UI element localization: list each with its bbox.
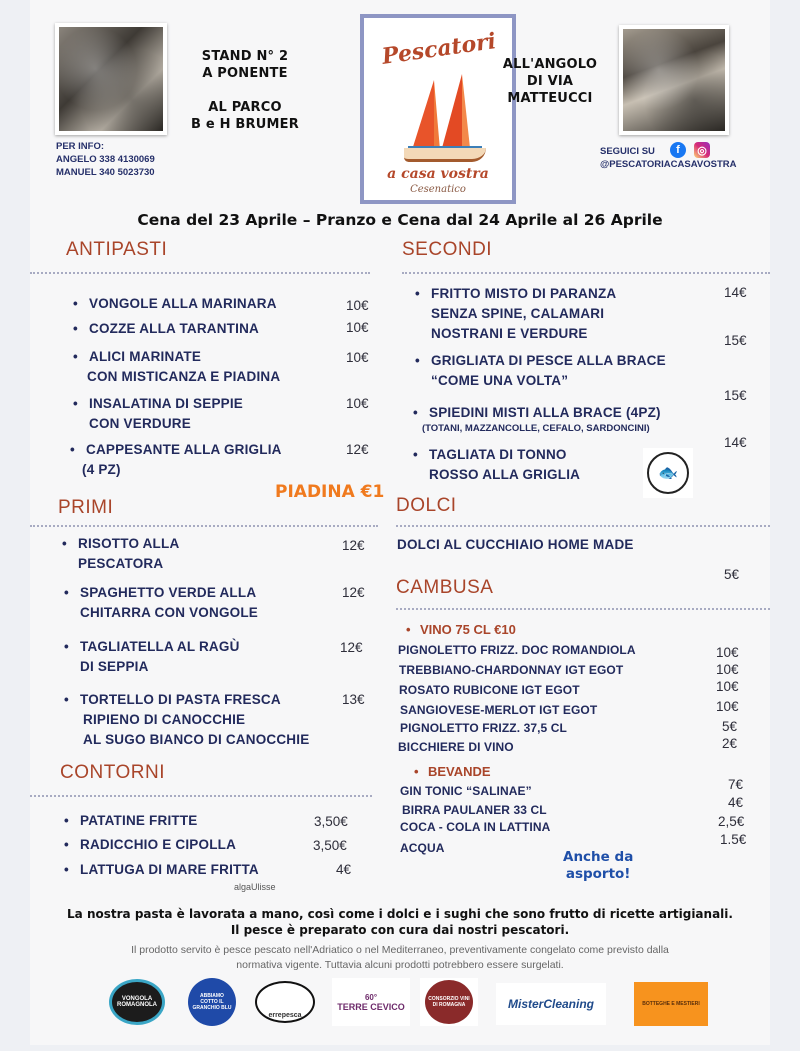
corner-line: MATTEUCCI [507,91,593,106]
item-price: 1.5€ [720,832,747,847]
bevande-heading: • BEVANDE [414,764,491,779]
item-note: (TOTANI, MAZZANCOLLE, CEFALO, SARDONCINI) [422,423,650,434]
sponsor-label: ABBIAMO COTTO IL GRANCHIO BLU [188,978,236,1026]
item-price: 14€ [724,435,747,450]
item-name-line2: CON VERDURE [89,416,191,431]
menu-item: • INSALATINA DI SEPPIE CON VERDURE [73,396,244,431]
section-title-secondi: SECONDI [402,239,493,260]
wine-item: PIGNOLETTO FRIZZ. DOC ROMANDIOLA [398,643,636,657]
sponsor-terre-cevico [332,978,410,1026]
bevande-heading-label: BEVANDE [428,764,491,779]
item-price: 10€ [716,645,739,660]
stand-line: STAND N° 2 [201,49,289,64]
item-price: 10€ [716,699,739,714]
menu-item [397,535,634,555]
vino-heading-label: VINO 75 CL €10 [420,622,516,637]
item-name-line2: CHITARRA CON VONGOLE [80,605,258,620]
takeaway-line: Anche da [563,849,634,865]
item-price: 15€ [724,333,747,348]
sponsor-label: MisterCleaning [507,997,594,1011]
sponsor-botteghe-mestieri [634,982,708,1026]
stand-line: AL PARCO [208,100,282,115]
logo-subtitle: a casa vostra [387,166,489,182]
drink-item: BIRRA PAULANER 33 CL [402,803,547,817]
disclaimer-line: normativa vigente. Tuttavia alcuni prodotti potrebbero essere surgelati. [236,959,564,971]
disclaimer [70,943,730,973]
item-price: 4€ [728,795,744,810]
logo-city: Cesenatico [410,184,466,195]
menu-item: • TAGLIATA DI TONNO ROSSO ALLA GRIGLIA [413,447,581,482]
item-price: 5€ [724,567,740,582]
wine-item: ROSATO RUBICONE IGT EGOT [399,683,580,697]
contact-info [56,140,155,179]
sponsor-label: errepesca [255,981,315,1023]
boat-hull-icon [404,148,486,162]
item-price: 10€ [346,350,369,365]
logo-title: Pescatori [380,28,498,70]
item-name: TAGLIATA DI TONNO [429,447,567,462]
item-name: SPAGHETTO VERDE ALLA [80,585,257,600]
sail-icon [462,74,470,148]
divider [396,525,770,527]
social-label: SEGUICI SU [600,146,655,157]
item-name-line3: NOSTRANI E VERDURE [431,326,588,341]
item-name: TAGLIATELLA AL RAGÙ [80,639,240,654]
vintage-photo-right [619,25,729,135]
divider [402,272,770,274]
item-price: 4€ [336,862,352,877]
item-price: 14€ [724,285,747,300]
item-name: INSALATINA DI SEPPIE [89,396,244,411]
item-price: 7€ [728,777,744,792]
drink-item: GIN TONIC “SALINAE” [400,784,532,798]
sponsor-label: BOTTEGHE E MESTIERI [642,1001,700,1007]
social-handle[interactable]: @PESCATORIACASAVOSTRA [600,159,737,170]
item-price: 15€ [724,388,747,403]
wine-item: SANGIOVESE-MERLOT IGT EGOT [400,703,598,717]
menu-item: • COZZE ALLA TARANTINA [73,321,259,336]
stand-line: B e H BRUMER [191,117,299,132]
item-name-line2: RIPIENO DI CANOCCHIE [83,712,246,727]
item-name-line2: SENZA SPINE, CALAMARI [431,306,605,321]
corner-line: DI VIA [526,74,574,89]
vino-heading: • VINO 75 CL €10 [406,622,516,637]
sail-icon [434,80,440,150]
pasta-note [30,906,770,938]
item-price: 2,5€ [718,814,745,829]
item-name: FRITTO MISTO DI PARANZA [431,286,617,301]
menu-item: • TAGLIATELLA AL RAGÙ DI SEPPIA [64,639,240,674]
corner-line: ALL'ANGOLO [502,57,598,72]
icat-tonno-certification-badge [643,448,693,498]
piadina-note: PIADINA €1 [275,482,385,502]
stand-spacer [180,82,310,99]
sponsor-consorzio-vini [420,978,478,1026]
menu-item: • LATTUGA DI MARE FRITTA [64,862,259,877]
instagram-icon[interactable]: ◎ [694,142,710,158]
footer-line: Il pesce è preparato con cura dai nostri pescatori. [230,923,570,937]
contact-angelo: ANGELO 338 4130069 [56,154,155,165]
drink-item: ACQUA [400,841,445,855]
item-price: 10€ [346,320,369,335]
facebook-icon[interactable]: f [670,142,686,158]
item-name-line2: CON MISTICANZA E PIADINA [87,369,281,384]
item-price: 12€ [346,442,369,457]
divider [396,608,770,610]
sponsor-granchio-blu [186,978,238,1026]
menu-item: • PATATINE FRITTE [64,813,198,828]
menu-item: • ALICI MARINATE CON MISTICANZA E PIADINA [73,349,281,384]
item-name: ALICI MARINATE [89,349,202,364]
divider [30,272,370,274]
wine-item: BICCHIERE DI VINO [398,740,514,754]
stand-line: A PONENTE [202,66,288,81]
section-title-dolci: DOLCI [396,495,457,516]
takeaway-line: asporto! [565,866,631,882]
contact-manuel: MANUEL 340 5023730 [56,167,155,178]
divider [30,525,378,527]
menu-item: • GRIGLIATA DI PESCE ALLA BRACE “COME UNA VOLTA” [415,353,666,388]
menu-item: • TORTELLO DI PASTA FRESCA RIPIENO DI CANOCCHIE AL SUGO BIANCO DI CANOCCHIE [64,692,310,747]
menu-item: • CAPPESANTE ALLA GRIGLIA (4 PZ) [70,442,282,477]
menu-item: • SPIEDINI MISTI ALLA BRACE (4PZ) [413,405,661,420]
contact-label: PER INFO: [56,141,105,152]
item-name: RADICCHIO E CIPOLLA [80,837,237,852]
vintage-photo-left [55,23,167,135]
menu-sheet [30,0,770,1045]
section-title-antipasti: ANTIPASTI [66,239,168,260]
section-title-contorni: CONTORNI [60,762,165,783]
item-name-line2: “COME UNA VOLTA” [431,373,569,388]
divider [30,795,372,797]
footer-line: La nostra pasta è lavorata a mano, così come i dolci e i sughi che sono frutto di ricette artigianali. [67,907,733,921]
item-price: 10€ [346,298,369,313]
item-price: 3,50€ [313,838,347,853]
item-price: 10€ [716,662,739,677]
item-price: 13€ [342,692,365,707]
item-name: LATTUGA DI MARE FRITTA [80,862,259,877]
item-name: GRIGLIATA DI PESCE ALLA BRACE [431,353,666,368]
item-name: CAPPESANTE ALLA GRIGLIA [86,442,282,457]
menu-item: • RISOTTO ALLA PESCATORA [62,536,180,571]
sponsor-mistercleaning [496,983,606,1025]
corner-info [500,56,600,107]
item-price: 12€ [340,640,363,655]
item-name-line3: AL SUGO BIANCO DI CANOCCHIE [83,732,310,747]
menu-item: • RADICCHIO E CIPOLLA [64,837,237,852]
sponsor-badge: 60° [364,992,378,1002]
pescatori-logo [360,14,516,204]
item-price: 12€ [342,585,365,600]
takeaway-note [563,849,633,883]
item-name: VONGOLE ALLA MARINARA [89,296,277,311]
item-price: 10€ [346,396,369,411]
item-name-line2: ROSSO ALLA GRIGLIA [429,467,581,482]
item-name-line2: DI SEPPIA [80,659,149,674]
section-title-primi: PRIMI [58,497,114,518]
disclaimer-line: Il prodotto servito è pesce pescato nell'Adriatico o nel Mediterraneo, preventivamente congelato come previsto dalla [131,944,669,956]
sponsor-vongola-romagnola [106,978,168,1026]
item-price: 10€ [716,679,739,694]
item-price: 3,50€ [314,814,348,829]
item-name: SPIEDINI MISTI ALLA BRACE (4PZ) [429,405,661,420]
sponsor-label: CONSORZIO VINI DI ROMAGNA [425,980,473,1024]
menu-item: • FRITTO MISTO DI PARANZA SENZA SPINE, CALAMARI NOSTRANI E VERDURE [415,286,617,341]
sail-icon [412,80,434,150]
item-name-line2: PESCATORA [78,556,164,571]
menu-item: • SPAGHETTO VERDE ALLA CHITARRA CON VONGOLE [64,585,258,620]
event-dates: Cena del 23 Aprile – Pranzo e Cena dal 24 Aprile al 26 Aprile [137,211,663,229]
sponsor-label: TERRE CEVICO [337,1001,405,1012]
alga-ulisse-brand: algaUlisse [234,882,276,892]
item-price: 2€ [722,736,738,751]
item-price: 12€ [342,538,365,553]
item-name-line2: (4 PZ) [82,462,121,477]
drink-item: COCA - COLA IN LATTINA [400,820,551,834]
tuna-fish-icon: 🐟 [647,452,689,494]
menu-item: • VONGOLE ALLA MARINARA [73,296,277,311]
item-name: DOLCI AL CUCCHIAIO HOME MADE [397,537,634,552]
item-name: PATATINE FRITTE [80,813,198,828]
item-name: TORTELLO DI PASTA FRESCA [80,692,281,707]
section-title-cambusa: CAMBUSA [396,577,494,598]
item-name: COZZE ALLA TARANTINA [89,321,259,336]
sponsor-label: VONGOLA ROMAGNOLA [109,979,165,1025]
sail-icon [442,74,462,148]
wine-item: TREBBIANO-CHARDONNAY IGT EGOT [399,663,624,677]
item-price: 5€ [722,719,738,734]
stand-info [180,48,310,133]
wine-item: PIGNOLETTO FRIZZ. 37,5 CL [400,721,567,735]
sponsor-errepesca [254,978,316,1026]
item-name: RISOTTO ALLA [78,536,180,551]
